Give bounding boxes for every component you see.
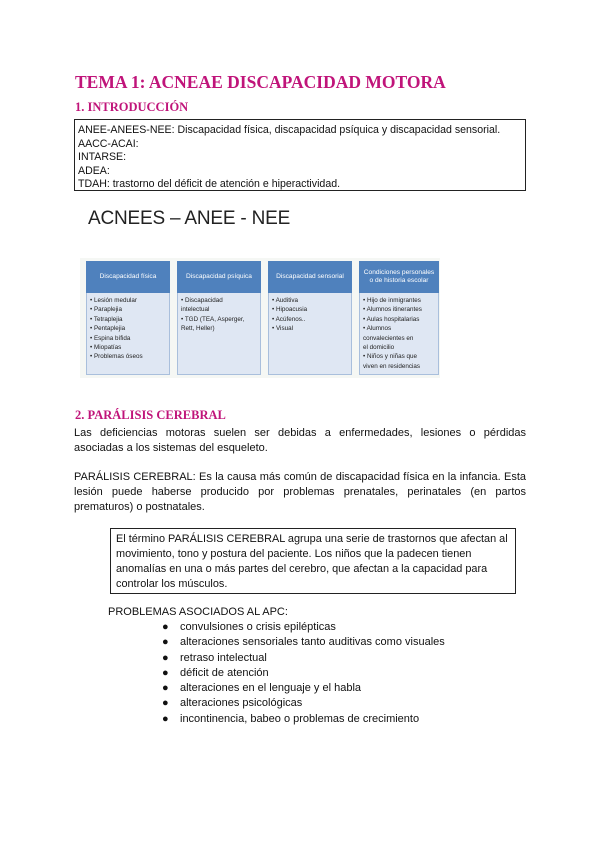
bullet-icon: ● <box>162 697 169 710</box>
diagram-item: • Espina bífida <box>90 334 131 342</box>
acronym-line: INTARSE: <box>78 151 127 164</box>
diagram-item: • Tetraplejia <box>90 315 123 323</box>
diagram-item: • TGD (TEA, Asperger, <box>181 315 245 323</box>
acronym-line: AACC-ACAI: <box>78 137 139 150</box>
diagram-column-fisica <box>86 261 170 375</box>
page-title: TEMA 1: ACNEAE DISCAPACIDAD MOTORA <box>75 72 446 92</box>
problems-list <box>162 620 445 727</box>
diagram-column-psiquica <box>177 261 261 375</box>
bullet-icon: ● <box>162 666 169 679</box>
diagram-column-condiciones <box>359 261 439 375</box>
diagram-column-header: Discapacidad física <box>86 261 170 293</box>
diagram-column-sensorial <box>268 261 352 375</box>
bullet-icon: ● <box>162 621 169 633</box>
diagram-item: • Acúfenos.. <box>272 315 306 323</box>
diagram-item: • Alumnos itinerantes <box>363 306 422 314</box>
list-item: ● convulsiones o crisis epilépticas <box>162 620 445 635</box>
diagram-item: Rett, Heller) <box>181 325 215 333</box>
acronym-line: TDAH: trastorno del déficit de atención e hiperactividad. <box>78 178 341 191</box>
paralysis-definition: PARÁLISIS CEREBRAL: Es la causa más común de discapacidad física en la infancia. Esta lesión puede haberse producido por problemas prenatales, perinatales (en partos prematuros) o postnatales. <box>74 471 526 514</box>
classification-diagram <box>80 258 440 378</box>
diagram-item: • Paraplejia <box>90 306 122 314</box>
diagram-item: • Auditiva <box>272 297 299 304</box>
diagram-column-body <box>86 293 170 375</box>
diagram-column-header: Condiciones personales o de historia escolar <box>359 261 439 293</box>
diagram-item: • Lesión medular <box>90 297 138 304</box>
bullet-icon: ● <box>162 651 169 664</box>
diagram-column-header: Discapacidad psíquica <box>177 261 261 293</box>
diagram-column-body <box>268 293 352 375</box>
bullet-icon: ● <box>162 636 169 649</box>
section1-heading: 1. INTRODUCCIÓN <box>75 100 189 114</box>
intro-paragraph: Las deficiencias motoras suelen ser debidas a enfermedades, lesiones o pérdidas asociadas a los sistemas del esqueleto. <box>74 427 526 455</box>
diagram-item: el domicilio <box>363 344 395 352</box>
section2-heading: 2. PARÁLISIS CEREBRAL <box>75 408 226 422</box>
diagram-item: • Hipoacusia <box>272 306 308 314</box>
list-item: ● alteraciones en el lenguaje y el habla <box>162 681 445 696</box>
diagram-item: • Visual <box>272 325 293 333</box>
bullet-icon: ● <box>162 712 169 725</box>
diagram-column-body <box>177 293 261 375</box>
diagram-item: • Miopatías <box>90 344 122 352</box>
diagram-item: viven en residencias <box>363 362 421 370</box>
diagram-item: • Aulas hospitalarias <box>363 315 420 323</box>
list-item: ● alteraciones sensoriales tanto auditivas como visuales <box>162 635 445 650</box>
diagram-item: intelectual <box>181 306 210 314</box>
paralysis-box: El término PARÁLISIS CEREBRAL agrupa una serie de trastornos que afectan al movimiento, tono y postura del paciente. Los niños que la padecen tienen anomalías en una o más partes del cerebro, que afectan a la capacidad para controlar los músculos. <box>110 528 516 594</box>
diagram-item: • Discapacidad <box>181 297 223 304</box>
diagram-column-header: Discapacidad sensorial <box>268 261 352 293</box>
acronym-line: ANEE-ANEES-NEE: Discapacidad física, discapacidad psíquica y discapacidad sensorial. <box>78 124 501 136</box>
diagram-item: • Niños y niñas que <box>363 353 418 361</box>
acronym-line: ADEA: <box>78 164 110 177</box>
bullet-icon: ● <box>162 682 169 695</box>
list-item: ● alteraciones psicológicas <box>162 696 445 711</box>
list-item: ● incontinencia, babeo o problemas de crecimiento <box>162 712 445 727</box>
diagram-item: • Alumnos <box>363 325 392 333</box>
problems-title: PROBLEMAS ASOCIADOS AL APC: <box>108 606 288 618</box>
acronyms-box <box>74 119 526 191</box>
diagram-title: ACNEES – ANEE - NEE <box>88 208 291 229</box>
diagram-item: • Pentaplejia <box>90 325 126 333</box>
diagram-column-body <box>359 293 439 375</box>
diagram-item: • Problemas óseos <box>90 353 143 361</box>
list-item: ● retraso intelectual <box>162 651 445 666</box>
diagram-item: • Hijo de inmigrantes <box>363 297 421 304</box>
list-item: ● déficit de atención <box>162 666 445 681</box>
diagram-item: convalecientes en <box>363 334 414 342</box>
